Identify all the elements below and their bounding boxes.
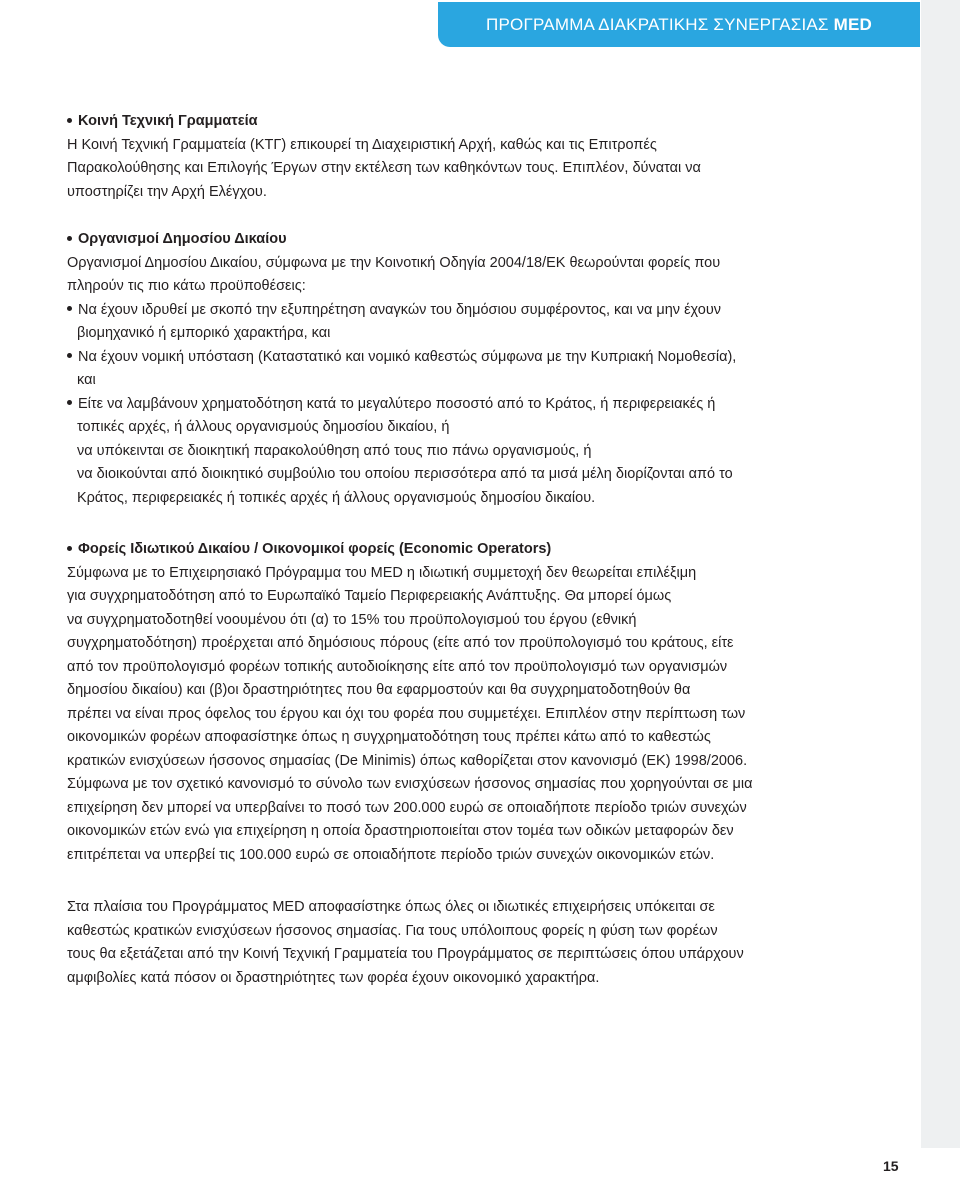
section-heading — [67, 110, 867, 134]
paragraph-line: τους θα εξετάζεται από την Κοινή Τεχνική Γραμματεία του Προγράμματος σε περιπτώσεις όπου υπάρχουν — [67, 946, 744, 962]
list-item-continuation: να υπόκεινται σε διοικητική παρακολούθηση από τους πιο πάνω οργανισμούς, ή — [77, 442, 592, 459]
list-item-continuation: Κράτος, περιφερειακές ή τοπικές αρχές ή άλλους οργανισμούς δημοσίου δικαίου. — [77, 489, 596, 506]
paragraph-line: για συγχρηματοδότηση από το Ευρωπαϊκό Ταμείο Περιφερειακής Ανάπτυξης. Θα μπορεί όμως — [67, 588, 672, 604]
section-heading — [67, 228, 867, 252]
bullet-icon — [67, 353, 72, 358]
list-item — [67, 299, 867, 323]
paragraph-line: Παρακολούθησης και Επιλογής Έργων στην εκτέλεση των καθηκόντων τους. Επιπλέον, δύναται να — [67, 160, 701, 176]
bullet-icon — [67, 236, 72, 241]
paragraph-line: συγχρηματοδότηση) προέρχεται από δημόσιους πόρους (είτε από τον προϋπολογισμό του κράτους, είτε — [67, 635, 734, 651]
list-item — [67, 393, 867, 417]
heading-text: Οργανισμοί Δημοσίου Δικαίου — [78, 231, 287, 247]
paragraph-line: πρέπει να είναι προς όφελος του έργου και όχι του φορέα που συμμετέχει. Επιπλέον στην περίπτωση των — [67, 705, 746, 722]
section-public-law-bodies — [67, 228, 867, 510]
section-ktg — [67, 110, 867, 204]
paragraph-line: Σύμφωνα με τον σχετικό κανονισμό το σύνολο των ενισχύσεων ήσσονος σημασίας που χορηγούνται σε μια — [67, 776, 753, 792]
list-item-continuation: βιομηχανικό ή εμπορικό χαρακτήρα, και — [77, 325, 331, 341]
list-item-text: Να έχουν νομική υπόσταση (Καταστατικό και νομικό καθεστώς σύμφωνα με την Κυπριακή Νομοθεσία), — [78, 348, 737, 365]
list-item-continuation: τοπικές αρχές, ή άλλους οργανισμούς δημοσίου δικαίου, ή — [77, 419, 450, 435]
list-item-continuation: να διοικούνται από διοικητικό συμβούλιο του οποίου περισσότερα από τα μισά μέλη διορίζονται από το — [77, 466, 733, 482]
page-number: 15 — [883, 1158, 899, 1174]
paragraph-line: Στα πλαίσια του Προγράμματος MED αποφασίστηκε όπως όλες οι ιδιωτικές επιχειρήσεις υπόκειται σε — [67, 899, 715, 915]
paragraph-line: αμφιβολίες κατά πόσον οι δραστηριότητες των φορέα έχουν οικονομικό χαρακτήρα. — [67, 969, 600, 986]
section-heading — [67, 538, 867, 562]
paragraph-line: να συγχρηματοδοτηθεί νοουμένου ότι (α) το 15% του προϋπολογισμού του έργου (εθνική — [67, 611, 637, 628]
paragraph-line: υποστηρίζει την Αρχή Ελέγχου. — [67, 183, 267, 200]
header-title-bold: MED — [833, 15, 872, 34]
heading-text: Κοινή Τεχνική Γραμματεία — [78, 113, 258, 129]
paragraph-line: επιχείρηση δεν μπορεί να υπερβαίνει το ποσό των 200.000 ευρώ σε οποιαδήποτε περίοδο τριών συνεχών — [67, 799, 747, 816]
section-closing-paragraph — [67, 896, 867, 990]
list-item-text: Να έχουν ιδρυθεί με σκοπό την εξυπηρέτηση αναγκών του δημόσιου συμφέροντος, και να μην έχουν — [78, 301, 722, 318]
page-side-bar — [921, 0, 960, 1148]
paragraph-line: καθεστώς κρατικών ενισχύσεων ήσσονος σημασίας. Για τους υπόλοιπους φορείς η φύση των φορέων — [67, 922, 718, 939]
heading-text: Φορείς Ιδιωτικού Δικαίου / Οικονομικοί φορείς (Economic Operators) — [78, 541, 552, 557]
list-item-text: Είτε να λαμβάνουν χρηματοδότηση κατά το μεγαλύτερο ποσοστό από το Κράτος, ή περιφερειακές ή — [78, 395, 716, 412]
section-private-law-bodies — [67, 538, 867, 867]
paragraph-line: Οργανισμοί Δημοσίου Δικαίου, σύμφωνα με την Κοινοτική Οδηγία 2004/18/ΕΚ θεωρούνται φορείς που — [67, 254, 721, 271]
paragraph-line: δημοσίου δικαίου) και (β)οι δραστηριότητες που θα εφαρμοστούν και θα συγχρηματοδοτηθούν θα — [67, 682, 691, 698]
paragraph-line: πληρούν τις πιο κάτω προϋποθέσεις: — [67, 278, 306, 294]
paragraph-line: Σύμφωνα με το Επιχειρησιακό Πρόγραμμα του MED η ιδιωτική συμμετοχή δεν θεωρείται επιλέξιμη — [67, 564, 697, 581]
list-item — [67, 346, 867, 370]
header-banner — [438, 2, 920, 47]
paragraph-line: κρατικών ενισχύσεων ήσσονος σημασίας (De Minimis) όπως καθορίζεται στον κανονισμό (ΕΚ) 1998/2006. — [67, 752, 748, 769]
bullet-icon — [67, 546, 72, 551]
bullet-icon — [67, 118, 72, 123]
paragraph-line: οικονομικών φορέων αποφασίστηκε όπως η συγχρηματοδότηση τους πρέπει κάτω από το καθεστώς — [67, 729, 711, 745]
paragraph-line: από τον προϋπολογισμό φορέων τοπικής αυτοδιοίκησης είτε από τον προϋπολογισμό των οργανισμών — [67, 658, 728, 675]
bullet-icon — [67, 400, 72, 405]
paragraph-line: Η Κοινή Τεχνική Γραμματεία (ΚΤΓ) επικουρεί τη Διαχειριστική Αρχή, καθώς και τις Επιτροπές — [67, 136, 657, 153]
paragraph-line: επιτρέπεται να υπερβεί τις 100.000 ευρώ σε οποιαδήποτε περίοδο τριών συνεχών οικονομικών ετών. — [67, 846, 715, 863]
header-title: ΠΡΟΓΡΑΜΜΑ ΔΙΑΚΡΑΤΙΚΗΣ ΣΥΝΕΡΓΑΣΙΑΣ — [486, 15, 829, 34]
paragraph-line: οικονομικών ετών ενώ για επιχείρηση η οποία δραστηριοποιείται στον τομέα των οδικών μεταφορών δεν — [67, 823, 734, 839]
bullet-icon — [67, 306, 72, 311]
list-item-continuation: και — [77, 372, 96, 388]
